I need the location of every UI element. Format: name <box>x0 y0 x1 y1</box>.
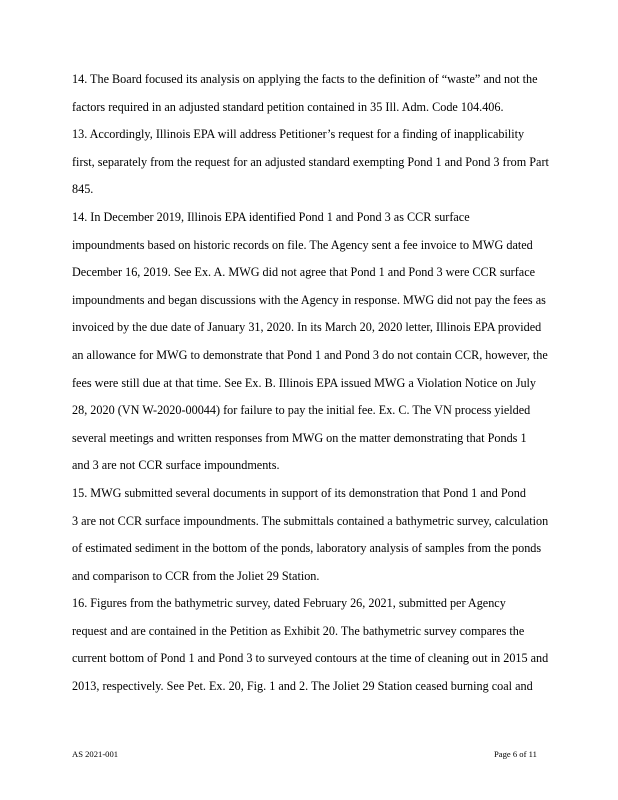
footer-case-number: AS 2021-001 <box>72 749 119 759</box>
text-line: request and are contained in the Petition as Exhibit 20. The bathymetric survey compares the <box>72 623 525 638</box>
document-body <box>72 66 602 701</box>
text-line: 14. In December 2019, Illinois EPA identified Pond 1 and Pond 3 as CCR surface <box>72 209 470 224</box>
text-line: 15. MWG submitted several documents in support of its demonstration that Pond 1 and Pond <box>72 485 526 500</box>
text-line: of estimated sediment in the bottom of the ponds, laboratory analysis of samples from the ponds <box>72 541 542 556</box>
text-line: 28, 2020 (VN W-2020-00044) for failure to pay the initial fee. Ex. C. The VN process yielded <box>72 403 531 418</box>
text-line: impoundments and began discussions with the Agency in response. MWG did not pay the fees as <box>72 292 546 307</box>
footer-page-number: Page 6 of 11 <box>494 749 537 759</box>
text-line: impoundments based on historic records on file. The Agency sent a fee invoice to MWG dated <box>72 237 533 252</box>
text-line: 3 are not CCR surface impoundments. The submittals contained a bathymetric survey, calculation <box>72 513 549 528</box>
text-line: 14. The Board focused its analysis on applying the facts to the definition of “waste” and not the <box>72 72 538 86</box>
text-line: first, separately from the request for an adjusted standard exempting Pond 1 and Pond 3 from Part <box>72 154 549 169</box>
text-line: December 16, 2019. See Ex. A. MWG did not agree that Pond 1 and Pond 3 were CCR surface <box>72 265 536 280</box>
text-line: 2013, respectively. See Pet. Ex. 20, Fig. 1 and 2. The Joliet 29 Station ceased burning coal and <box>72 679 533 694</box>
text-line: several meetings and written responses from MWG on the matter demonstrating that Ponds 1 <box>72 430 527 445</box>
text-line: invoiced by the due date of January 31, 2020. In its March 20, 2020 letter, Illinois EPA provided <box>72 320 542 335</box>
text-line: current bottom of Pond 1 and Pond 3 to surveyed contours at the time of cleaning out in 2015 and <box>72 651 549 666</box>
text-line: and comparison to CCR from the Joliet 29 Station. <box>72 568 320 583</box>
text-line: factors required in an adjusted standard petition contained in 35 Ill. Adm. Code 104.406. <box>72 99 504 114</box>
text-line: fees were still due at that time. See Ex. B. Illinois EPA issued MWG a Violation Notice on July <box>72 375 537 390</box>
text-line: 16. Figures from the bathymetric survey, dated February 26, 2021, submitted per Agency <box>72 596 506 611</box>
text-line: an allowance for MWG to demonstrate that Pond 1 and Pond 3 do not contain CCR, however, the <box>72 347 548 362</box>
text-line: 13. Accordingly, Illinois EPA will address Petitioner’s request for a finding of inapplicability <box>72 127 525 142</box>
text-line: 845. <box>72 182 94 197</box>
text-line: and 3 are not CCR surface impoundments. <box>72 458 280 473</box>
